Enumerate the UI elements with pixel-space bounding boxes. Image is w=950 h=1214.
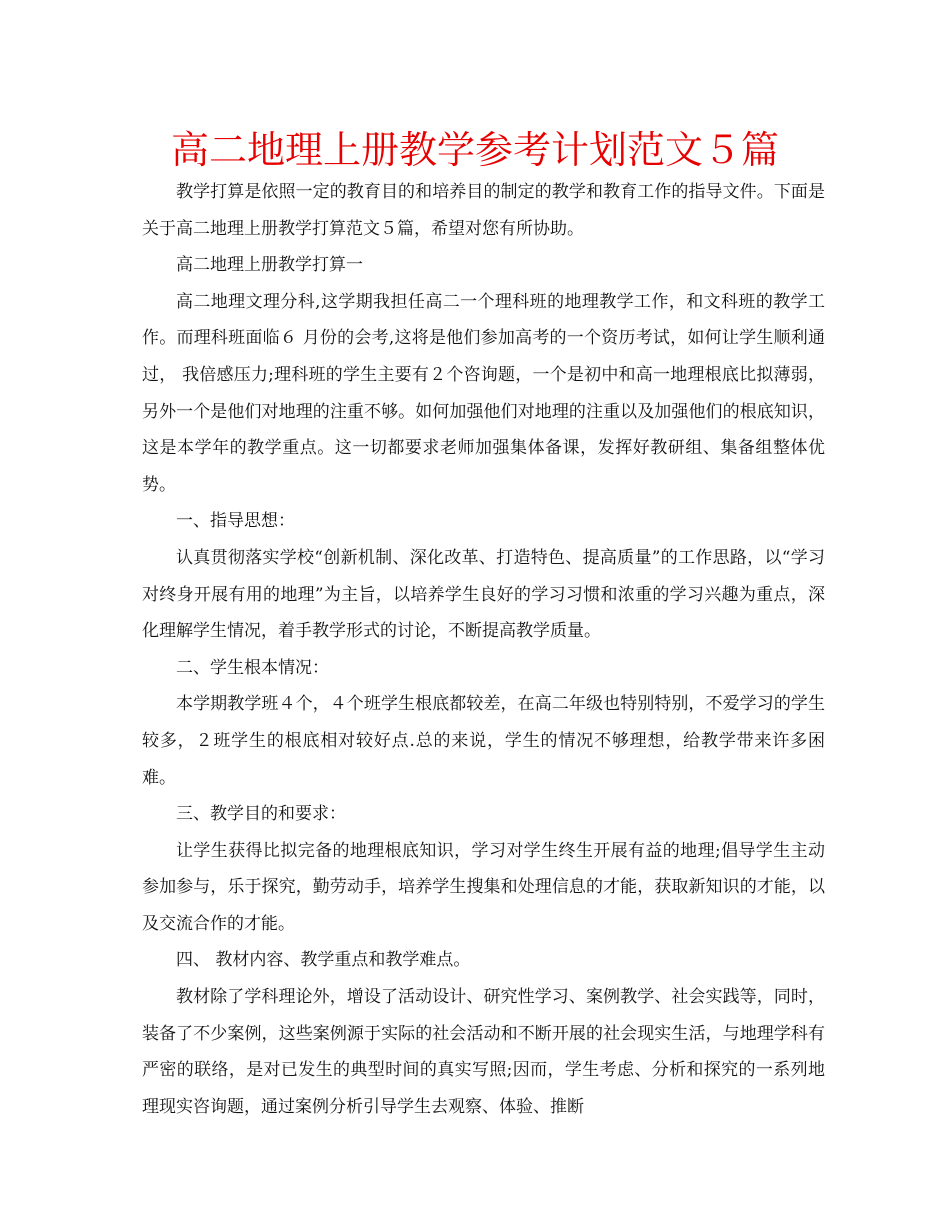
section-heading-plan-one: 高二地理上册教学打算一	[176, 255, 363, 276]
student-situation-paragraph: 本学期教学班４个，４个班学生根底都较差，在高二年级也特别特别，不爱学习的学生较多，２班学生的根底相对较好点.总的来说，学生的情况不够理想，给教学带来许多困难。	[142, 694, 825, 788]
teaching-goals-paragraph: 让学生获得比拟完备的地理根底知识，学习对学生终生开展有益的地理;倡导学生主动参加参与，乐于探究，勤劳动手，培养学生搜集和处理信息的才能，获取新知识的才能，以及交流合作的才能。	[142, 840, 825, 934]
section-heading-teaching-goals: 三、教学目的和要求：	[176, 804, 346, 825]
section-heading-textbook-content: 四、 教材内容、教学重点和教学难点。	[176, 950, 471, 971]
guiding-thought-paragraph: 认真贯彻落实学校“创新机制、深化改革、打造特色、提高质量”的工作思路，以“学习对终身开展有用的地理”为主旨，以培养学生良好的学习习惯和浓重的学习兴趣为重点，深化理解学生情况，着手教学形式的讨论，不断提高教学质量。	[142, 547, 825, 642]
textbook-content-paragraph: 教材除了学科理论外，增设了活动设计、研究性学习、案例教学、社会实践等，同时，装备了不少案例，这些案例源于实际的社会活动和不断开展的社会现实生活，与地理学科有严密的联络，是对已发生的典型时间的真实写照;因而，学生考虑、分析和探究的一系列地理现实咨询题，通过案例分析引导学生去观察、体验、推断	[142, 987, 825, 1117]
section-heading-guiding-thought: 一、指导思想：	[176, 511, 295, 532]
document-title: 高二地理上册教学参考计划范文５篇	[170, 128, 779, 172]
plan-one-paragraph: 高二地理文理分科,这学期我担任高二一个理科班的地理教学工作，和文科班的教学工作。而理科班面临６ 月份的会考,这将是他们参加高考的一个资历考试，如何让学生顺利通过， 我倍感压力;理科班的学生主要有２个咨询题，一个是初中和高一地理根底比拟薄弱，另外一个是他们对地理的注重不够。如何加强他们对地理的注重以及加强他们的根底知识，这是本学年的教学重点。这一切都要求老师加强集体备课，发挥好教研组、集备组整体优势。	[142, 291, 825, 495]
section-heading-student-situation: 二、学生根本情况：	[176, 657, 329, 678]
intro-paragraph: 教学打算是依照一定的教育目的和培养目的制定的教学和教育工作的指导文件。下面是关于高二地理上册教学打算范文５篇，希望对您有所协助。	[142, 182, 825, 239]
document-body	[142, 174, 825, 1125]
